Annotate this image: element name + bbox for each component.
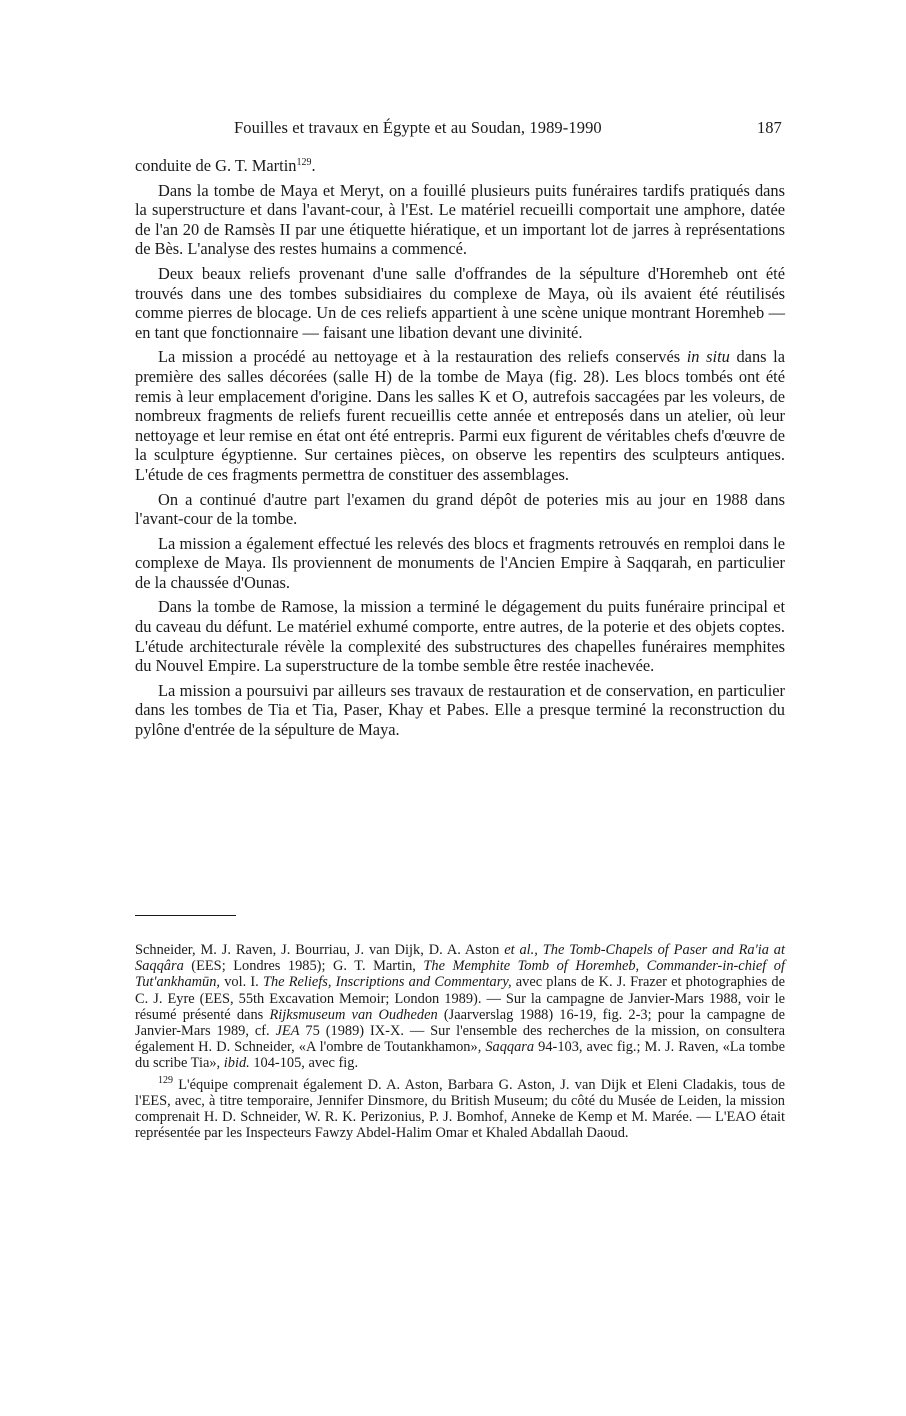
footnote-number: 129 bbox=[158, 1074, 173, 1086]
footnote-continuation: Schneider, M. J. Raven, J. Bourriau, J. van Dijk, D. A. Aston et al., The Tomb-Chapels of Paser and Ra'ia at Saqqâra (EES; Londres 1985); G. T. Martin, The Memphite Tomb of Horemheb, Commander-in-chief of Tut'ankhamūn, vol. I. The Reliefs, Inscriptions and Commentary, avec plans de K. J. Frazer et photographies de C. J. Eyre (EES, 55th Excavation Memoir; London 1989). — Sur la campagne de Janvier-Mars 1988, voir le résumé présenté dans Rijksmuseum van Oudheden (Jaarverslag 1988) 16-19, fig. 2-3; pour la campagne de Janvier-Mars 1989, cf. JEA 75 (1989) IX-X. — Sur l'ensemble des recherches de la mission, on consultera également H. D. Schneider, «A l'ombre de Toutankhamon», Saqqara 94-103, avec fig.; M. J. Raven, «La tombe du scribe Tia», ibid. 104-105, avec fig. bbox=[135, 942, 786, 1072]
paragraph-blocks-survey: La mission a également effectué les relevés des blocs et fragments retrouvés en remploi dans le complexe de Maya. Ils proviennent de monuments de l'Ancien Empire à Saqqarah, en particulier de la chaussée d'Ounas. bbox=[135, 533, 785, 592]
footnotes bbox=[135, 942, 785, 1146]
paragraph-pottery-deposit: On a continué d'autre part l'examen du grand dépôt de poteries mis au jour en 1988 dans l'avant-cour de la tombe. bbox=[135, 489, 785, 529]
running-head: Fouilles et travaux en Égypte et au Soudan, 1989-1990 bbox=[234, 118, 602, 137]
paragraph-conservation: La mission a poursuivi par ailleurs ses travaux de restauration et de conservation, en particulier dans les tombes de Tia et Tia, Paser, Khay et Pabes. Elle a presque terminé la reconstruction du pylône d'entrée de la sépulture de Maya. bbox=[135, 680, 785, 740]
footnote-129: $^{129}$ L'équipe comprenait également D. A. Aston, Barbara G. Aston, J. van Dijk et Eleni Cladakis, tous de l'EES, avec, à titre temporaire, Jennifer Dinsmore, du British Museum; du côté du Musée de Leiden, la mission comprenait H. D. Schneider, W. R. K. Perizonius, P. J. Bomhof, Anneke de Kemp et M. Marée. — L'EAO était représentée par les Inspecteurs Fawzy Abdel-Halim Omar et Khaled Abdallah Daoud. bbox=[135, 1074, 785, 1142]
footnote-ref-129[interactable]: 129 bbox=[296, 157, 312, 168]
paragraph-horemheb-reliefs: Deux beaux reliefs provenant d'une salle d'offrandes de la sépulture d'Horemheb ont été trouvés dans une des tombes subsidiaires du complexe de Maya, où ils avaient été réutilisés comme pierres de blocage. Un de ces reliefs appartient à une scène unique montrant Horemheb — en tant que fonctionnaire — faisant une libation devant une divinité. bbox=[135, 263, 785, 342]
body-text bbox=[135, 156, 785, 745]
paragraph-restoration: La mission a procédé au nettoyage et à la restauration des reliefs conservés in situ dans la première des salles décorées (salle H) de la tombe de Maya (fig. 28). Les blocs tombés ont été remis à leur emplacement d'origine. Dans les salles K et O, autrefois saccagées par les voleurs, de nombreux fragments de reliefs furent recueillis cette année et entreposés dans un atelier, où leur nettoyage et leur remise en état ont été entrepris. Parmi eux figurent de véritables chefs d'œuvre de la sculpture égyptienne. Sur certaines pièces, on observe les repentirs des sculpteurs antiques. L'étude de ces fragments permettra de constituer des assemblages. bbox=[135, 347, 785, 484]
paragraph-ramose-tomb: Dans la tombe de Ramose, la mission a terminé le dégagement du puits funéraire principal et du caveau du défunt. Le matériel exhumé comporte, entre autres, de la poterie et des objets coptes. L'étude architecturale révèle la complexité des substructures des chapelles funéraires memphites du Nouvel Empire. La superstructure de la tombe semble être restée inachevée. bbox=[135, 597, 785, 676]
paragraph-maya-meryt: Dans la tombe de Maya et Meryt, on a fouillé plusieurs puits funéraires tardifs pratiqués dans la superstructure et dans l'avant-cour, à l'Est. Le matériel recueilli comportait une amphore, datée de l'an 20 de Ramsès II par une étiquette hiératique, et un important lot de jarres à représentations de Bès. L'analyse des restes humains a commencé. bbox=[135, 180, 785, 259]
page-number: 187 bbox=[757, 118, 782, 137]
paragraph-continuation: conduite de G. T. Martin$^{129}$. bbox=[135, 156, 316, 175]
footnote-separator bbox=[135, 915, 236, 916]
